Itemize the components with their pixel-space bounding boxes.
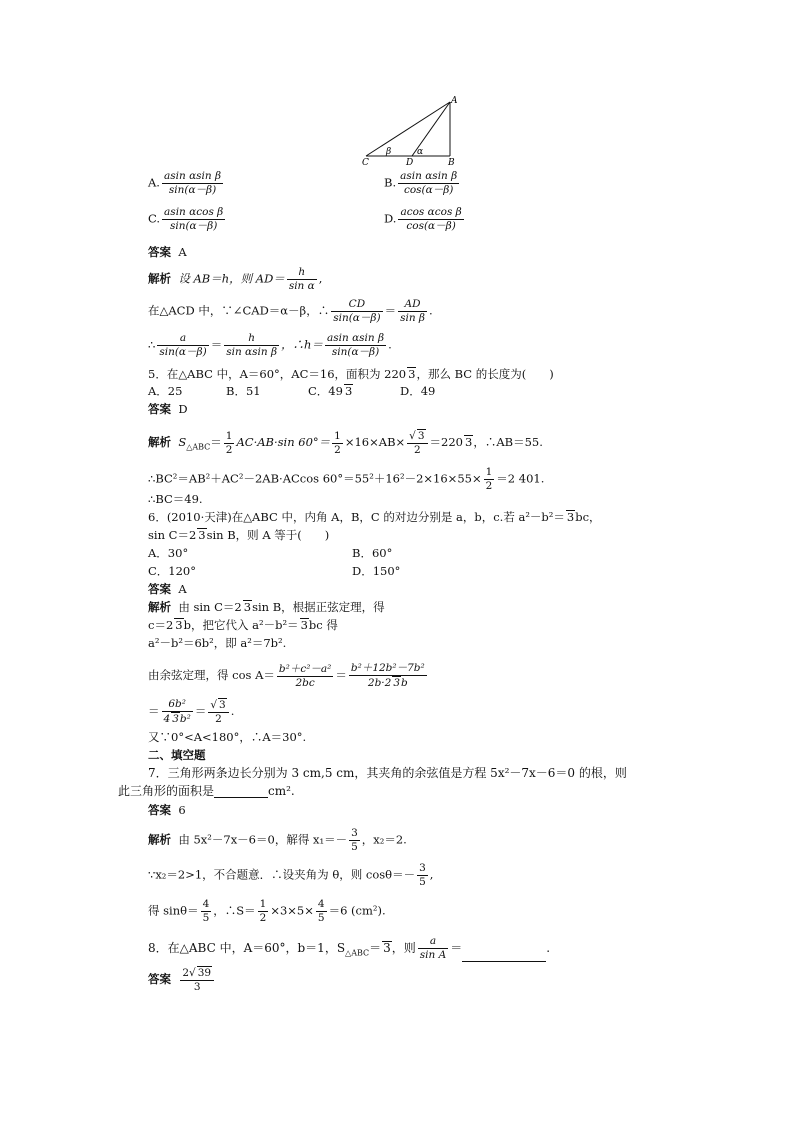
q8-answer-blank[interactable] xyxy=(462,949,546,962)
q5-analysis-line2: ∴BC²＝AB²＋AC²－2AB·ACcos 60°＝55²＋16²－2×16×55× $\frac{1}{2}$ ＝2 401. xyxy=(148,466,545,492)
q7-analysis-line2: ∵x₂＝2>1，不合题意．∴设夹角为 θ，则 cosθ＝－ $\frac{3}{5}$ , xyxy=(148,862,434,888)
q5-analysis-line1: 解析 $S_{\triangle ABC}=$ $\frac{1}{2}$ AC·AB·sin 60°＝ $\frac{1}{2}$ ×16×AB× $\frac{√ 3}{2}$ ＝220 3，∴AB＝55. xyxy=(148,429,543,456)
q4-analysis-line1: 解析 设 AB＝h，则 AD＝ $\frac{h}{\text{sin α}}$ , xyxy=(148,266,323,292)
q6-analysis-line3: a²－b²＝6b²，即 a²＝7b². xyxy=(148,636,287,650)
q4-option-c: C. $\frac{\text{asin αcos β}}{\sin(\alpha-\beta)}$ xyxy=(148,206,224,232)
q6-analysis-line4: 由余弦定理，得 cos A＝ $\frac{\text{b²＋c²－a²}}{2bc}$ ＝ $\frac{\text{b²＋12b²－7b²}}{2b\cdot 2 3b}$ xyxy=(148,662,425,689)
label-c: C xyxy=(362,158,369,166)
section-fill-in-title: 二、填空题 xyxy=(148,748,206,762)
q4-analysis-line3: ∴ $\frac{a}{\sin(\alpha-\beta)}$ ＝ $\frac{h}{\text{sin αsin β}}$ ，∴h＝ $\frac{\text{asin αsin β}}{\sin(\alpha-\beta)}$ . xyxy=(148,332,392,358)
q6-options-row2: C．120° D．150° xyxy=(148,564,401,578)
q5-answer: 答案 D xyxy=(148,402,188,416)
q5-options: A．25 B．51 C．49 3 D．49 xyxy=(148,384,436,398)
label-alpha: α xyxy=(417,147,424,157)
q6-analysis-line6: 又∵0°<A<180°，∴A＝30°. xyxy=(148,730,307,744)
q4-option-d: D. $\frac{\text{acos αcos β}}{\cos(\alpha-\beta)}$ xyxy=(384,206,462,232)
q6-analysis-line2: c＝2 3b，把它代入 a²－b²＝ 3bc 得 xyxy=(148,618,338,632)
q7-answer-blank[interactable] xyxy=(214,785,268,798)
q7-analysis-line1: 解析 由 5x²－7x－6＝0，解得 x₁＝－ $\frac{3}{5}$ ，x₂＝2. xyxy=(148,827,407,853)
q4-analysis-line2: 在△ACD 中，∵∠CAD＝α－β，∴ $\frac{CD}{\sin(\alpha-\beta)}$ ＝ $\frac{AD}{\text{sin β}}$ . xyxy=(148,298,433,324)
q7-stem-line2: 此三角形的面积是 cm². xyxy=(118,784,295,798)
q7-stem-line1: 7．三角形两条边长分别为 3 cm,5 cm，其夹角的余弦值是方程 5x²－7x－6＝0 的根，则 xyxy=(148,766,627,780)
q7-answer: 答案 6 xyxy=(148,803,186,817)
q8-answer: 答案 $\frac{2√ 39}{3}$ xyxy=(148,966,216,994)
label-b: B xyxy=(448,158,455,166)
label-d: D xyxy=(406,158,414,166)
q8-stem: 8．在△ABC 中，A＝60°，b＝1，$S_{\triangle ABC}= 3$，则 $\frac{a}{\text{sin A}}$ ＝ . xyxy=(148,935,551,961)
label-a: A xyxy=(451,96,458,106)
q7-analysis-line3: 得 sinθ＝ $\frac{4}{5}$ ，∴S＝ $\frac{1}{2}$ ×3×5× $\frac{4}{5}$ ＝6 (cm²). xyxy=(148,898,386,924)
q6-analysis-line1: 解析 由 sin C＝2 3sin B，根据正弦定理，得 xyxy=(148,600,385,614)
q5-stem: 5．在△ABC 中，A＝60°，AC＝16，面积为 220 3，那么 BC 的长度为( ) xyxy=(148,367,554,381)
q6-stem-line1: 6．(2010·天津)在△ABC 中，内角 A，B，C 的对边分别是 a，b，c.若 a²－b²＝ 3bc， xyxy=(148,510,601,524)
label-beta: β xyxy=(386,147,392,157)
q4-answer: 答案 A xyxy=(148,245,187,259)
q6-answer: 答案 A xyxy=(148,582,187,596)
q6-options-row1: A．30° B．60° xyxy=(148,546,393,560)
triangle-figure xyxy=(360,94,470,166)
q6-stem-line2: sin C＝2 3sin B，则 A 等于( ) xyxy=(148,528,330,542)
q4-option-b: B. $\frac{\text{asin αsin β}}{\cos(\alpha-\beta)}$ xyxy=(384,170,458,196)
q6-analysis-line5: ＝ $\frac{\text{6b²}}{\text{4 3b²}}$ ＝ $\frac{√ 3}{2}$ . xyxy=(148,698,235,725)
q4-option-a: A. $\frac{\text{asin αsin β}}{\sin(\alpha-\beta)}$ xyxy=(148,170,222,196)
q5-analysis-line3: ∴BC＝49. xyxy=(148,492,203,506)
